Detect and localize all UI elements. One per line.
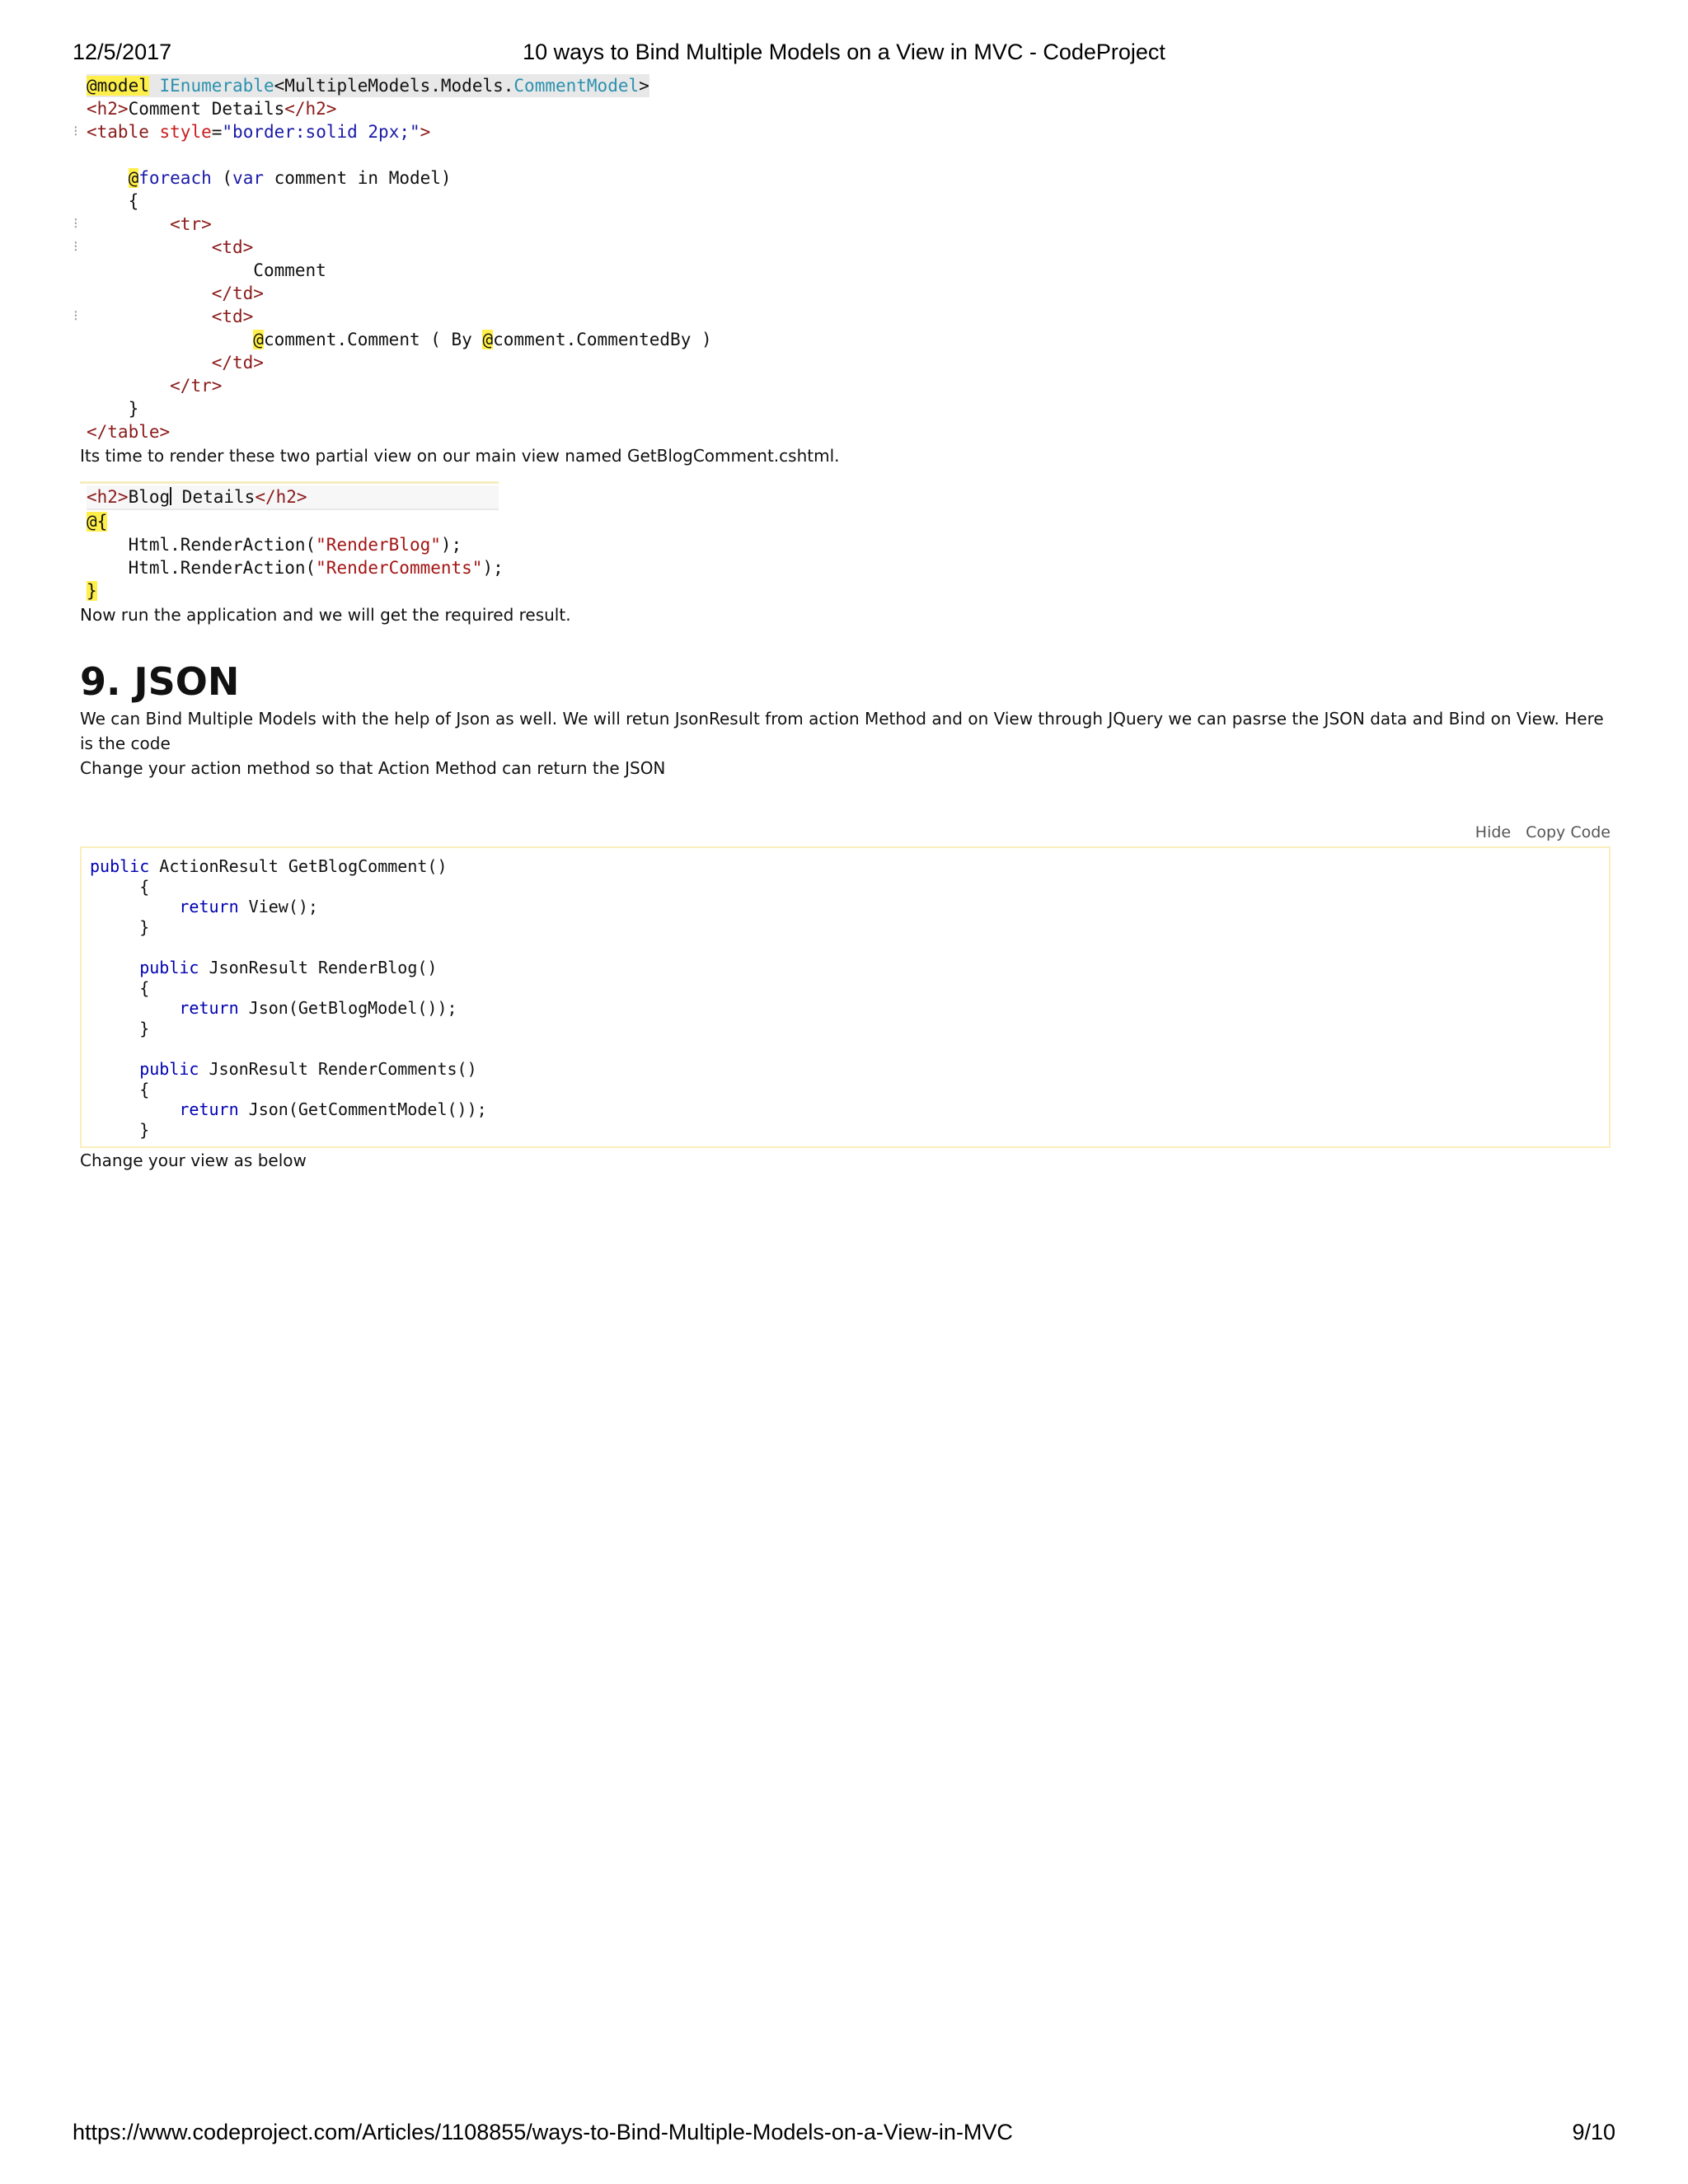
hide-code-link[interactable]: Hide bbox=[1475, 823, 1512, 841]
main-view-code-screenshot: <h2>Blog Details</h2> @{ Html.RenderAction("RenderBlog"); Html.RenderAction("RenderComments"); } bbox=[80, 481, 499, 602]
razor-block-open: @{ bbox=[87, 512, 108, 532]
code-line: Json(GetBlogModel()); bbox=[238, 998, 457, 1019]
code-line: JsonResult RenderComments() bbox=[199, 1058, 477, 1079]
table-style-value: border:solid 2px; bbox=[232, 122, 410, 142]
comment-expr-b: comment.CommentedBy ) bbox=[493, 330, 712, 349]
render-comments-arg: "RenderComments" bbox=[316, 558, 483, 578]
json-intro-paragraph: We can Bind Multiple Models with the help of Json as well. We will retun JsonResult from action Method and on View through JQuery we can pasrse the JSON data and Bind on View. Here is the code bbox=[80, 709, 1604, 753]
comment-heading-text: Comment Details bbox=[128, 99, 285, 119]
change-action-paragraph: Change your action method so that Action Method can return the JSON bbox=[80, 758, 666, 778]
render-action-call-2: Html.RenderAction( bbox=[128, 558, 316, 578]
article-content bbox=[73, 74, 1611, 1173]
comment-expr-a: comment.Comment ( By bbox=[263, 330, 483, 349]
print-date: 12/5/2017 bbox=[73, 40, 172, 64]
print-page-number: 9/10 bbox=[1572, 2120, 1615, 2144]
code-block-toolbar bbox=[80, 823, 1611, 845]
print-url: https://www.codeproject.com/Articles/1108855/ways-to-Bind-Multiple-Models-on-a-View-in-MVC bbox=[73, 2120, 1013, 2144]
code-line: View(); bbox=[238, 897, 318, 917]
section-heading-json: 9. JSON bbox=[80, 659, 240, 704]
blog-heading-b: Details bbox=[171, 487, 256, 507]
blog-heading-a: Blog bbox=[128, 487, 171, 507]
collapse-marker-icon: ⁝ bbox=[73, 123, 78, 140]
comment-cell-label: Comment bbox=[253, 260, 326, 280]
code-line: JsonResult RenderBlog() bbox=[199, 957, 438, 977]
code-line: Json(GetCommentModel()); bbox=[238, 1099, 487, 1120]
copy-code-link[interactable]: Copy Code bbox=[1526, 823, 1611, 841]
razor-block-close: } bbox=[87, 581, 97, 601]
foreach-expression: comment in Model) bbox=[274, 168, 452, 188]
model-keyword: @model bbox=[87, 76, 149, 96]
render-action-call-1: Html.RenderAction( bbox=[128, 535, 316, 555]
run-application-paragraph: Now run the application and we will get the required result. bbox=[80, 605, 571, 625]
render-partial-intro-paragraph: Its time to render these two partial view on our main view named GetBlogComment.cshtml. bbox=[80, 446, 840, 466]
render-blog-arg: "RenderBlog" bbox=[316, 535, 441, 555]
comment-partial-view-code-screenshot: @model IEnumerable<MultipleModels.Models.CommentModel> <h2>Comment Details</h2> ⁝ <table style="border:solid 2px;"> @foreach (var comment in Model) { ⁝ <tr> ⁝ <td> Comment </td> ⁝ <td> @comment.Comment ( By @comment.CommentedBy ) </td> </tr> } </table> bbox=[73, 76, 712, 442]
model-class: CommentModel bbox=[513, 76, 640, 96]
model-namespace: MultipleModels.Models. bbox=[284, 76, 514, 96]
change-view-paragraph: Change your view as below bbox=[80, 1151, 307, 1171]
print-page-title: 10 ways to Bind Multiple Models on a View in MVC - CodeProject bbox=[523, 40, 1165, 64]
code-line: ActionResult GetBlogComment() bbox=[149, 856, 448, 876]
model-type: IEnumerable bbox=[159, 76, 274, 96]
controller-code-block: public ActionResult GetBlogComment() { return View(); } public JsonResult RenderBlog() { return Json(GetBlogModel()); } public JsonResult RenderComments() { return Json(GetCommentModel()); } bbox=[80, 846, 1611, 1148]
